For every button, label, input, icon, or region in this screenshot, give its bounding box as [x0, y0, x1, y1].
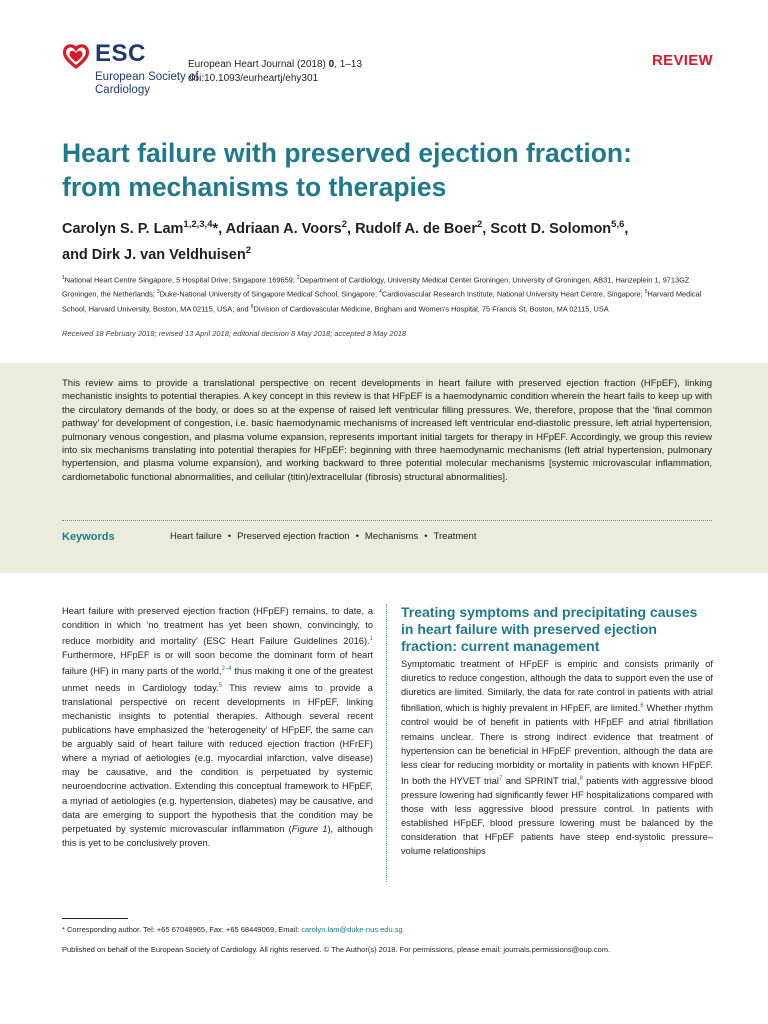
abstract-divider [62, 520, 712, 521]
affiliation-text: Duke-National University of Singapore Medical School, Singapore; [159, 289, 380, 299]
citation-ref: 1 [369, 636, 373, 643]
author-name: Scott D. Solomon [490, 220, 612, 237]
author-name: Adriaan A. Voors [225, 220, 342, 237]
author-separator: , [347, 220, 356, 237]
keyword: Mechanisms [364, 531, 419, 542]
keyword: Treatment [433, 531, 477, 542]
author-affiliation-ref: 5,6 [611, 219, 625, 230]
article-type-label: REVIEW [652, 52, 713, 69]
author-separator: , [624, 220, 629, 237]
body-text: Furthermore, HFpEF is or will soon become the dominant form of heart failure (HF) in many parts of the world, [62, 650, 373, 677]
column-divider [386, 604, 387, 882]
publisher-note: Published on behalf of the European Society of Cardiology. All rights reserved. © The Author(s) 2018. For permissions, please email: journals.permissions@oup.com. [62, 945, 611, 954]
affiliation-number: 4 [379, 289, 382, 296]
esc-logo [62, 40, 199, 96]
doi[interactable]: doi:10.1093/eurheartj/ehy301 [188, 73, 319, 84]
body-text: This review aims to provide a translational perspective on recent developments in HFpEF, linking mechanistic insights to potential therapies. Although several recent publications have emphasized the ‘heterogeneity’ of HFpEF, the same can be arguably said of heart failure with reduced ejection fraction (HFrEF) where a myriad of aetiologies (e.g. myocardial infarction, valve disease) may be causative, and the condition is perpetuated by systemic neuroendocrine activation. Extending this conceptual framework to HFpEF, a myriad of aetiologies (e.g. hypertension, diabetes) may be causative, and data are emerging to support the hypothesis that the condition may be perpetuated by systemic microvascular inflammation ( [62, 682, 373, 834]
body-right-column [401, 604, 713, 859]
logo-subtitle: European Society of Cardiology [95, 71, 199, 96]
corresponding-author-note [62, 925, 403, 934]
affiliation-number: 5 [644, 289, 648, 296]
figure-ref: Figure 1 [291, 823, 328, 834]
affiliation-number: 3 [156, 289, 160, 296]
body-text: ), although this is yet to be conclusively proven. [62, 823, 373, 848]
keyword-bullet: • [355, 531, 359, 542]
body-text: patients with aggressive blood pressure lowering had significantly fewer HF hospitalizations compared with those with less aggressive blood pressure control. In patients with established HFpEF, blood pressure lowering must be balanced by the consideration that HFpEF patients have steep end-systolic pressure–volume relationships [401, 775, 714, 857]
article-title [62, 136, 722, 204]
heart-logo-icon [62, 42, 90, 70]
author-list [62, 214, 732, 266]
author-name: Rudolf A. de Boer [355, 220, 477, 237]
author-name: Carolyn S. P. Lam [62, 220, 184, 237]
affiliation-text: National Heart Centre Singapore, 5 Hospital Drive, Singapore 169659; [64, 275, 297, 285]
body-text: Whether rhythm control would be of benefit in patients with HFpEF and atrial fibrillation remains unclear. There is strong indirect evidence that treatment of hypertension can be beneficial in HFpEF prevention, although the data are less clear for reducing morbidity or mortality in patients with known HFpEF. In both the HYVET trial [401, 703, 713, 786]
citation-ref: 6 [640, 703, 644, 710]
body-text: thus making it one of the greatest unmet needs in Cardiology today. [62, 666, 373, 693]
affiliation-text: Division of Cardiovascular Medicine, Brigham and Women's Hospital, 75 Francis St, Boston, MA 02115, USA [253, 304, 609, 314]
citation-ref: 7 [499, 775, 503, 782]
affiliations [62, 272, 712, 315]
body-text: Symptomatic treatment of HFpEF is empiric and consists primarily of diuretics to reduce congestion, although the data to support even the use of diuretics are limited. Similarly, the data for rate control in patients with atrial fibrillation, which is highly prevalent in HFpEF, are limited. [401, 659, 713, 714]
author-separator: , [218, 220, 226, 237]
section-heading: Treating symptoms and precipitating causes in heart failure with preserved ejection fraction: current management [401, 604, 698, 654]
citation-ref: 5 [218, 682, 222, 689]
keyword-bullet: • [424, 531, 428, 542]
corresponding-text: * Corresponding author. Tel: +65 67048965, Fax: +65 68449069, Email: [62, 925, 302, 934]
journal-line [188, 58, 362, 72]
affiliation-text: Department of Cardiology, University Medical Center Groningen, University of Groningen, AB31, Hanzeplein 1, 9713GZ Groningen, the Netherlands; [62, 275, 690, 299]
author-affiliation-ref: 2 [341, 219, 347, 230]
keyword-bullet: • [227, 531, 232, 542]
affiliation-number: 1 [62, 275, 65, 281]
body-left-column [62, 604, 373, 850]
logo-wordmark: ESC [95, 40, 146, 67]
title-line-2: from mechanisms to therapies [62, 172, 447, 202]
journal-volume: 0 [328, 59, 335, 70]
author-affiliation-ref: 2 [245, 244, 252, 256]
author-separator: , [482, 220, 491, 237]
keywords-list [170, 531, 477, 542]
section-body [401, 657, 713, 859]
author-affiliation-ref: 1,2,3,4 [183, 219, 213, 230]
article-dates: Received 18 February 2018; revised 13 April 2018; editorial decision 8 May 2018; accepted 8 May 2018 [62, 329, 407, 338]
affiliation-text: Harvard Medical School, Harvard University, Boston, MA 02115, USA; and [62, 289, 702, 314]
corresponding-mark: * [212, 220, 219, 237]
keyword: Heart failure [170, 531, 222, 542]
journal-pages: , 1–13 [334, 59, 363, 70]
title-line-1: Heart failure with preserved ejection fraction: [62, 138, 632, 168]
affiliation-number: 6 [250, 303, 254, 310]
author-name: and Dirk J. van Veldhuisen [62, 246, 246, 263]
author-affiliation-ref: 2 [476, 219, 483, 230]
journal-name: European Heart Journal (2018) [188, 59, 329, 70]
citation-ref: 8 [579, 775, 583, 782]
journal-citation [188, 58, 362, 86]
citation-ref: 2–4 [221, 666, 232, 673]
body-text: Heart failure with preserved ejection fraction (HFpEF) remains, to date, a condition in which ‘no treatment has yet been shown, convincingly, to reduce morbidity and mortality’ (ESC Heart Failure Guidelines 2016). [62, 606, 373, 647]
keywords-label: Keywords [62, 531, 115, 543]
abstract-text: This review aims to provide a translational perspective on recent developments in heart failure with preserved ejection fraction (HFpEF), linking mechanistic insights to potential therapies. A key concept in this review is that HFpEF is a haemodynamic condition wherein the heart fails to keep up with the circulatory demands of the body, or does so at the expense of raised left ventricular filling pressures. We, therefore, propose that the ‘final common pathway’ for development of congestion, i.e. basic haemodynamic mechanisms of increased left ventricular end-diastolic pressure, left atrial hypertension, pulmonary venous congestion, and plasma volume expansion, represents important initial targets for therapy in HFpEF. Accordingly, we group this review into six mechanisms translating into potential therapies for HFpEF: beginning with three haemodynamic mechanisms (left atrial hypertension, pulmonary hypertension, and plasma volume expansion), and working backward to three potential molecular mechanisms [systemic microvascular inflammation, cardiometabolic functional abnormalities, and cellular (titin)/extracellular (fibrosis) structural abnormalities]. [62, 378, 712, 483]
keyword: Preserved ejection fraction [237, 531, 350, 542]
affiliation-text: Cardiovascular Research Institute, National University Heart Centre, Singapore; [381, 289, 645, 299]
affiliation-number: 2 [296, 275, 300, 281]
author-email-link[interactable]: carolyn.lam@duke-nus.edu.sg [301, 925, 403, 934]
body-text: and SPRINT trial, [502, 775, 580, 786]
footnote-rule [62, 918, 128, 919]
